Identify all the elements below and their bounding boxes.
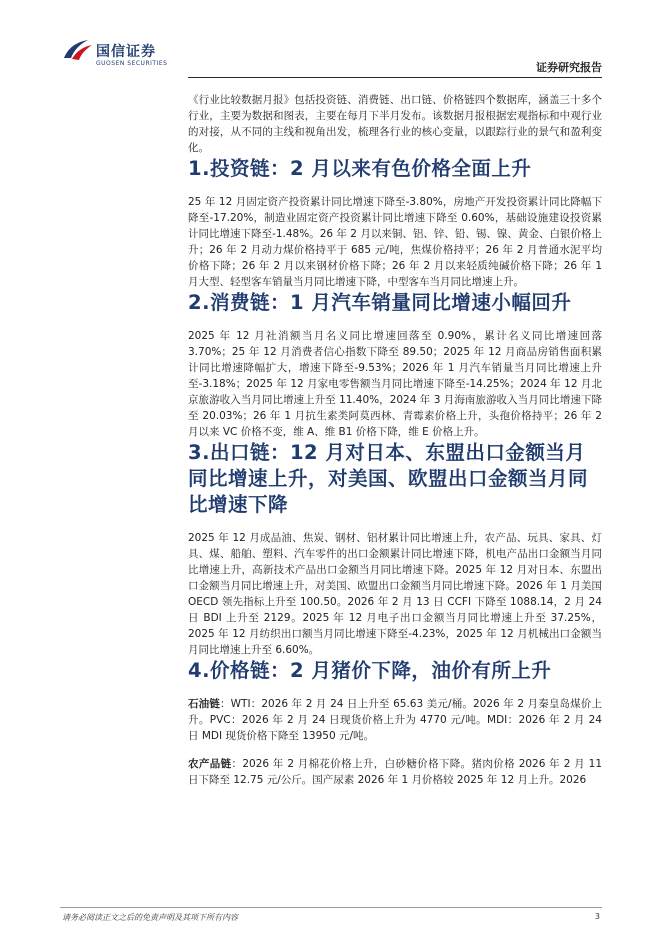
logo-mark-icon: [62, 38, 94, 64]
section-body-agri-chain: [188, 756, 602, 788]
report-type-label: 证券研究报告: [536, 61, 602, 74]
section-heading-consumption: 2.消费链：1 月汽车销量同比增速小幅回升: [188, 291, 572, 314]
section-body-investment: 25 年 12 月固定资产投资累计同比增速下降至-3.80%，房地产开发投资累计同比降幅下降至-17.20%，制造业固定资产投资累计同比增速下降至 0.60%，基础设施建设投资累计同比增速下降至-1.48%。26 年 2 月以来铜、铝、锌、铅、锡、镍、黄金、白银价格上升；26 年 2 月动力煤价格持平于 685 元/吨，焦煤价格持平；26 年 2 月普通水泥平均价格下降；26 年 2 月以来钢材价格下降；26 年 2 月以来轻质纯碱价格下降；26 年 1 月大型、轻型客车销量当月同比增速下降，中型客车当月同比增速上升。: [188, 196, 602, 288]
logo-name-cn: 国信证券: [96, 44, 156, 60]
disclaimer-note: 请务必阅读正文之后的免责声明及其项下所有内容: [62, 913, 238, 922]
intro-paragraph: 《行业比较数据月报》包括投资链、消费链、出口链、价格链四个数据库，涵盖三十多个行业，主要为数据和图表，主要在每月下半月发布。该数据月报根据宏观指标和中观行业的对接，从不同的主线和视角出发，梳理各行业的核心变量，以跟踪行业的景气和盈利变化。: [188, 94, 602, 154]
section-body-consumption: 2025 年 12 月社消额当月名义同比增速回落至 0.90%，累计名义同比增速回落 3.70%；25 年 12 月消费者信心指数下降至 89.50；2025 年 12 月商品房销售面积累计同比增速降幅扩大，增速下降至-9.53%；2026 年 1 月汽车销量当月同比增速上升至-3.18%；2025 年 12 月家电零售额当月同比增速下降至-14.25%；2024 年 12 月北京旅游收入当月同比增速上升至 11.40%，2024 年 3 月海南旅游收入当月同比增速下降至 20.03%；26 年 1 月抗生素类阿莫西林、青霉素价格上升，头孢价格持平；26 年 2 月以来 VC 价格不变，维 A、维 B1 价格下降，维 E 价格上升。: [188, 330, 602, 438]
agri-chain-text: ：2026 年 2 月棉花价格上升，白砂糖价格下降。猪肉价格 2026 年 2 月 11 日下降至 12.75 元/公斤。国产尿素 2026 年 1 月价格较 2025 年 12 月上升。2026: [188, 758, 603, 786]
section-body-export: 2025 年 12 月成品油、焦炭、钢材、铝材累计同比增速上升，农产品、玩具、家具、灯具、煤、船舶、塑料、汽车零件的出口金额累计同比增速下降，机电产品出口金额当月同比增速上升，高新技术产品出口金额当月同比增速下降。2025 年 12 月对日本、东盟出口金额当月同比增速上升，对美国、欧盟出口金额当月同比增速下降。2026 年 1 月美国 OECD 领先指标上升至 100.50。2026 年 2 月 13 日 CCFI 下降至 1088.14，2 月 24 日 BDI 上升至 2129。2025 年 12 月电子出口金额当月同比增速上升至 37.25%，2025 年 12 月纺织出口额当月同比增速下降至-4.23%，2025 年 12 月机械出口金额当月同比增速上升至 6.60%。: [188, 532, 602, 656]
header-divider: [188, 77, 602, 78]
section-heading-price: 4.价格链：2 月猪价下降，油价有所上升: [188, 659, 552, 682]
section-body-oil-chain: [188, 696, 602, 744]
oil-chain-lead: 石油链: [188, 698, 220, 710]
section-heading-investment: 1.投资链：2 月以来有色价格全面上升: [188, 157, 532, 180]
page-number: 3: [594, 912, 600, 921]
agri-chain-lead: 农产品链: [188, 758, 232, 770]
page-header: [0, 0, 662, 80]
guosen-logo: [62, 38, 192, 78]
footer-divider: [60, 907, 602, 908]
logo-name-en: GUOSEN SECURITIES: [96, 60, 168, 67]
oil-chain-text: ：WTI：2026 年 2 月 24 日上升至 65.63 美元/桶。2026 年 2 月秦皇岛煤价上升。PVC：2026 年 2 月 24 日现货价格上升为 4770 元/吨。MDI：2026 年 2 月 24 日 MDI 现货价格下降至 13950 元/吨。: [188, 698, 603, 742]
section-heading-export: 3.出口链：12 月对日本、东盟出口金额当月同比增速上升，对美国、欧盟出口金额当月同比增速下降: [188, 441, 589, 516]
main-content: [188, 92, 602, 788]
